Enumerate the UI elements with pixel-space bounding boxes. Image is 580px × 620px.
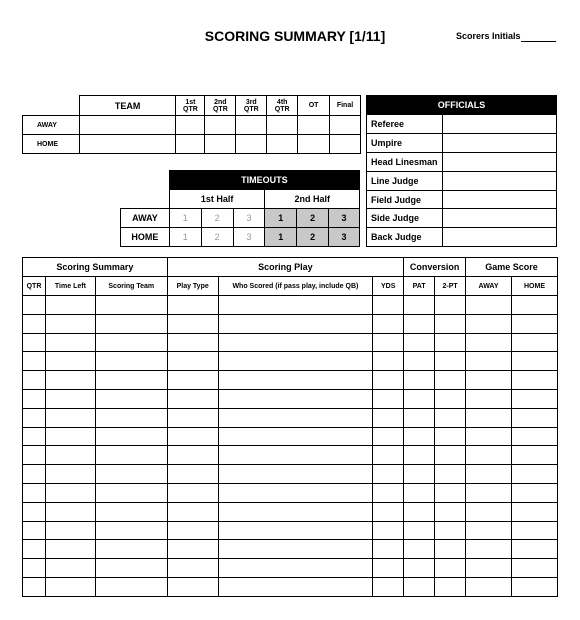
cell-2pt[interactable] (435, 389, 466, 408)
cell-play-type[interactable] (167, 577, 218, 596)
period-1-line2: QTR (183, 105, 198, 113)
cell-2pt[interactable] (435, 371, 466, 390)
cell-pat[interactable] (404, 333, 435, 352)
cell-2pt[interactable] (435, 483, 466, 502)
table-row (23, 540, 558, 559)
col-header-scoring-team: Scoring Team (95, 277, 167, 296)
cell-time-left[interactable] (45, 483, 95, 502)
cell-home[interactable] (512, 521, 558, 540)
first-half-header: 1st Half (169, 190, 265, 209)
table-row (23, 483, 558, 502)
official-label-field-judge: Field Judge (367, 191, 443, 209)
away-1h-timeout-3[interactable]: 3 (233, 209, 265, 228)
cell-away[interactable] (466, 296, 512, 315)
cell-play-type[interactable] (167, 408, 218, 427)
cell-qtr[interactable] (23, 559, 46, 578)
away-2h-timeout-3[interactable]: 3 (329, 209, 360, 228)
cell-scoring-team[interactable] (95, 389, 167, 408)
timeouts-table (120, 170, 360, 247)
cell-away[interactable] (466, 427, 512, 446)
cell-2pt[interactable] (435, 314, 466, 333)
cell-scoring-team[interactable] (95, 502, 167, 521)
cell-qtr[interactable] (23, 333, 46, 352)
cell-pat[interactable] (404, 371, 435, 390)
away-team-cell[interactable] (79, 116, 176, 135)
cell-who-scored[interactable] (218, 408, 373, 427)
cell-home[interactable] (512, 502, 558, 521)
cell-time-left[interactable] (45, 314, 95, 333)
officials-table (366, 95, 557, 247)
cell-away[interactable] (466, 502, 512, 521)
col-header-yds: YDS (373, 277, 404, 296)
cell-qtr[interactable] (23, 502, 46, 521)
cell-away[interactable] (466, 408, 512, 427)
team-score-table (22, 95, 361, 154)
official-label-umpire: Umpire (367, 134, 443, 153)
official-label-head-linesman: Head Linesman (367, 153, 443, 172)
period-2-line2: QTR (212, 105, 228, 113)
cell-yds[interactable] (373, 577, 404, 596)
cell-away[interactable] (466, 483, 512, 502)
away-row-label: AWAY (23, 116, 80, 135)
cell-time-left[interactable] (45, 427, 95, 446)
cell-yds[interactable] (373, 371, 404, 390)
away-2h-timeout-1[interactable]: 1 (265, 209, 297, 228)
cell-yds[interactable] (373, 352, 404, 371)
cell-away[interactable] (466, 314, 512, 333)
cell-time-left[interactable] (45, 446, 95, 465)
cell-home[interactable] (512, 540, 558, 559)
cell-pat[interactable] (404, 446, 435, 465)
cell-who-scored[interactable] (218, 577, 373, 596)
game-score-group-header: Game Score (466, 258, 558, 277)
period-2-line1: 2nd (214, 98, 227, 106)
cell-home[interactable] (512, 427, 558, 446)
away-2h-timeout-2[interactable]: 2 (297, 209, 329, 228)
cell-scoring-team[interactable] (95, 521, 167, 540)
home-2h-timeout-2[interactable]: 2 (297, 228, 329, 247)
cell-who-scored[interactable] (218, 559, 373, 578)
cell-home[interactable] (512, 483, 558, 502)
table-row (23, 296, 558, 315)
cell-play-type[interactable] (167, 314, 218, 333)
cell-home[interactable] (512, 333, 558, 352)
cell-who-scored[interactable] (218, 521, 373, 540)
col-header-2pt: 2-PT (435, 277, 466, 296)
period-header-1 (176, 96, 205, 116)
cell-away[interactable] (466, 446, 512, 465)
cell-time-left[interactable] (45, 577, 95, 596)
cell-qtr[interactable] (23, 483, 46, 502)
cell-home[interactable] (512, 371, 558, 390)
cell-pat[interactable] (404, 540, 435, 559)
cell-pat[interactable] (404, 559, 435, 578)
cell-qtr[interactable] (23, 314, 46, 333)
cell-scoring-team[interactable] (95, 483, 167, 502)
table-row (23, 389, 558, 408)
cell-scoring-team[interactable] (95, 352, 167, 371)
cell-qtr[interactable] (23, 427, 46, 446)
cell-time-left[interactable] (45, 352, 95, 371)
table-row (23, 408, 558, 427)
cell-qtr[interactable] (23, 389, 46, 408)
official-label-back-judge: Back Judge (367, 228, 443, 247)
cell-who-scored[interactable] (218, 502, 373, 521)
cell-scoring-team[interactable] (95, 408, 167, 427)
table-row (23, 427, 558, 446)
cell-play-type[interactable] (167, 483, 218, 502)
cell-yds[interactable] (373, 540, 404, 559)
period-3-line2: QTR (243, 105, 259, 113)
cell-qtr[interactable] (23, 352, 46, 371)
scoring-summary-group-header: Scoring Summary (23, 258, 168, 277)
cell-scoring-team[interactable] (95, 559, 167, 578)
cell-play-type[interactable] (167, 540, 218, 559)
cell-scoring-team[interactable] (95, 333, 167, 352)
away-q2-cell[interactable] (205, 116, 236, 135)
cell-time-left[interactable] (45, 408, 95, 427)
table-row (23, 446, 558, 465)
cell-away[interactable] (466, 389, 512, 408)
cell-scoring-team[interactable] (95, 465, 167, 484)
official-field-referee[interactable] (442, 115, 556, 134)
ot-header: OT (298, 96, 330, 116)
cell-play-type[interactable] (167, 389, 218, 408)
cell-away[interactable] (466, 559, 512, 578)
away-1h-timeout-2[interactable]: 2 (201, 209, 233, 228)
cell-time-left[interactable] (45, 465, 95, 484)
cell-2pt[interactable] (435, 352, 466, 371)
table-row (23, 559, 558, 578)
away-ot-cell[interactable] (298, 116, 330, 135)
cell-pat[interactable] (404, 502, 435, 521)
cell-qtr[interactable] (23, 465, 46, 484)
official-label-side-judge: Side Judge (367, 209, 443, 228)
away-final-cell[interactable] (330, 116, 361, 135)
cell-away[interactable] (466, 352, 512, 371)
period-4-line1: 4th (276, 98, 288, 106)
official-label-referee: Referee (367, 115, 443, 134)
cell-2pt[interactable] (435, 502, 466, 521)
cell-who-scored[interactable] (218, 389, 373, 408)
col-header-home: HOME (512, 277, 558, 296)
cell-home[interactable] (512, 408, 558, 427)
cell-away[interactable] (466, 333, 512, 352)
period-header-4 (267, 96, 298, 116)
cell-home[interactable] (512, 352, 558, 371)
cell-pat[interactable] (404, 577, 435, 596)
timeouts-header: TIMEOUTS (169, 171, 359, 190)
cell-2pt[interactable] (435, 427, 466, 446)
cell-2pt[interactable] (435, 446, 466, 465)
cell-yds[interactable] (373, 389, 404, 408)
cell-who-scored[interactable] (218, 371, 373, 390)
cell-yds[interactable] (373, 296, 404, 315)
official-field-field-judge[interactable] (442, 191, 556, 209)
home-q2-cell[interactable] (205, 135, 236, 154)
cell-who-scored[interactable] (218, 314, 373, 333)
col-header-away: AWAY (466, 277, 512, 296)
col-header-pat: PAT (404, 277, 435, 296)
cell-2pt[interactable] (435, 333, 466, 352)
team-header: TEAM (79, 96, 176, 116)
cell-2pt[interactable] (435, 559, 466, 578)
table-row (23, 465, 558, 484)
cell-who-scored[interactable] (218, 446, 373, 465)
cell-qtr[interactable] (23, 408, 46, 427)
cell-scoring-team[interactable] (95, 314, 167, 333)
table-row (23, 314, 558, 333)
cell-play-type[interactable] (167, 502, 218, 521)
cell-pat[interactable] (404, 521, 435, 540)
cell-pat[interactable] (404, 408, 435, 427)
cell-yds[interactable] (373, 502, 404, 521)
period-4-line2: QTR (274, 105, 290, 113)
cell-yds[interactable] (373, 333, 404, 352)
cell-yds[interactable] (373, 446, 404, 465)
table-row (23, 352, 558, 371)
cell-home[interactable] (512, 465, 558, 484)
officials-header: OFFICIALS (367, 96, 557, 115)
col-header-time-left: Time Left (45, 277, 95, 296)
cell-yds[interactable] (373, 483, 404, 502)
cell-who-scored[interactable] (218, 465, 373, 484)
cell-pat[interactable] (404, 465, 435, 484)
cell-2pt[interactable] (435, 296, 466, 315)
cell-2pt[interactable] (435, 540, 466, 559)
cell-play-type[interactable] (167, 333, 218, 352)
corner-blank (23, 96, 80, 116)
home-row-label: HOME (23, 135, 80, 154)
cell-qtr[interactable] (23, 521, 46, 540)
cell-play-type[interactable] (167, 427, 218, 446)
cell-pat[interactable] (404, 389, 435, 408)
cell-time-left[interactable] (45, 540, 95, 559)
home-ot-cell[interactable] (298, 135, 330, 154)
table-row (23, 333, 558, 352)
cell-home[interactable] (512, 559, 558, 578)
page-title: SCORING SUMMARY [1/11] (204, 28, 386, 44)
cell-yds[interactable] (373, 521, 404, 540)
cell-play-type[interactable] (167, 296, 218, 315)
scorers-initials-field[interactable] (521, 41, 556, 42)
table-row (23, 521, 558, 540)
cell-pat[interactable] (404, 427, 435, 446)
col-header-qtr: QTR (23, 277, 46, 296)
cell-play-type[interactable] (167, 521, 218, 540)
home-2h-timeout-3[interactable]: 3 (329, 228, 360, 247)
final-header: Final (330, 96, 361, 116)
official-field-line-judge[interactable] (442, 172, 556, 191)
cell-away[interactable] (466, 371, 512, 390)
cell-yds[interactable] (373, 559, 404, 578)
table-row (23, 577, 558, 596)
cell-play-type[interactable] (167, 465, 218, 484)
cell-who-scored[interactable] (218, 333, 373, 352)
cell-home[interactable] (512, 446, 558, 465)
cell-2pt[interactable] (435, 465, 466, 484)
cell-time-left[interactable] (45, 371, 95, 390)
cell-yds[interactable] (373, 465, 404, 484)
cell-2pt[interactable] (435, 577, 466, 596)
cell-yds[interactable] (373, 408, 404, 427)
cell-who-scored[interactable] (218, 427, 373, 446)
official-field-side-judge[interactable] (442, 209, 556, 228)
home-1h-timeout-3[interactable]: 3 (233, 228, 265, 247)
cell-pat[interactable] (404, 352, 435, 371)
cell-home[interactable] (512, 296, 558, 315)
cell-qtr[interactable] (23, 577, 46, 596)
home-q1-cell[interactable] (176, 135, 205, 154)
timeouts-away-label: AWAY (121, 209, 170, 228)
cell-scoring-team[interactable] (95, 540, 167, 559)
cell-away[interactable] (466, 521, 512, 540)
cell-pat[interactable] (404, 483, 435, 502)
col-header-who-scored: Who Scored (if pass play, include QB) (218, 277, 373, 296)
cell-time-left[interactable] (45, 502, 95, 521)
home-2h-timeout-1[interactable]: 1 (265, 228, 297, 247)
cell-time-left[interactable] (45, 559, 95, 578)
col-header-play-type: Play Type (167, 277, 218, 296)
timeouts-corner-blank (121, 171, 170, 190)
cell-who-scored[interactable] (218, 352, 373, 371)
conversion-group-header: Conversion (404, 258, 466, 277)
home-1h-timeout-2[interactable]: 2 (201, 228, 233, 247)
home-q4-cell[interactable] (267, 135, 298, 154)
cell-2pt[interactable] (435, 408, 466, 427)
cell-play-type[interactable] (167, 559, 218, 578)
cell-home[interactable] (512, 577, 558, 596)
period-header-2 (205, 96, 236, 116)
home-q3-cell[interactable] (236, 135, 267, 154)
scoring-table (22, 257, 558, 597)
official-field-head-linesman[interactable] (442, 153, 556, 172)
cell-who-scored[interactable] (218, 296, 373, 315)
scorers-initials-label: Scorers Initials (456, 31, 521, 41)
away-q4-cell[interactable] (267, 116, 298, 135)
cell-home[interactable] (512, 389, 558, 408)
home-team-cell[interactable] (79, 135, 176, 154)
cell-time-left[interactable] (45, 296, 95, 315)
cell-who-scored[interactable] (218, 483, 373, 502)
official-label-line-judge: Line Judge (367, 172, 443, 191)
cell-qtr[interactable] (23, 540, 46, 559)
home-final-cell[interactable] (330, 135, 361, 154)
official-field-back-judge[interactable] (442, 228, 556, 247)
cell-play-type[interactable] (167, 446, 218, 465)
second-half-header: 2nd Half (265, 190, 360, 209)
cell-yds[interactable] (373, 427, 404, 446)
away-1h-timeout-1[interactable]: 1 (169, 209, 201, 228)
cell-away[interactable] (466, 577, 512, 596)
cell-scoring-team[interactable] (95, 296, 167, 315)
cell-away[interactable] (466, 465, 512, 484)
cell-play-type[interactable] (167, 371, 218, 390)
cell-qtr[interactable] (23, 371, 46, 390)
cell-pat[interactable] (404, 314, 435, 333)
period-3-line1: 3rd (245, 98, 257, 106)
cell-2pt[interactable] (435, 521, 466, 540)
cell-scoring-team[interactable] (95, 427, 167, 446)
period-header-3 (236, 96, 267, 116)
cell-pat[interactable] (404, 296, 435, 315)
cell-play-type[interactable] (167, 352, 218, 371)
away-q3-cell[interactable] (236, 116, 267, 135)
cell-qtr[interactable] (23, 296, 46, 315)
cell-scoring-team[interactable] (95, 577, 167, 596)
table-row (23, 502, 558, 521)
cell-yds[interactable] (373, 314, 404, 333)
cell-scoring-team[interactable] (95, 371, 167, 390)
period-1-line1: 1st (185, 98, 196, 106)
cell-qtr[interactable] (23, 446, 46, 465)
timeouts-corner-blank-2 (121, 190, 170, 209)
table-row (23, 371, 558, 390)
cell-who-scored[interactable] (218, 540, 373, 559)
cell-time-left[interactable] (45, 333, 95, 352)
cell-scoring-team[interactable] (95, 446, 167, 465)
cell-away[interactable] (466, 540, 512, 559)
scoring-play-group-header: Scoring Play (167, 258, 403, 277)
cell-home[interactable] (512, 314, 558, 333)
timeouts-home-label: HOME (121, 228, 170, 247)
away-q1-cell[interactable] (176, 116, 205, 135)
official-field-umpire[interactable] (442, 134, 556, 153)
home-1h-timeout-1[interactable]: 1 (169, 228, 201, 247)
cell-time-left[interactable] (45, 521, 95, 540)
cell-time-left[interactable] (45, 389, 95, 408)
